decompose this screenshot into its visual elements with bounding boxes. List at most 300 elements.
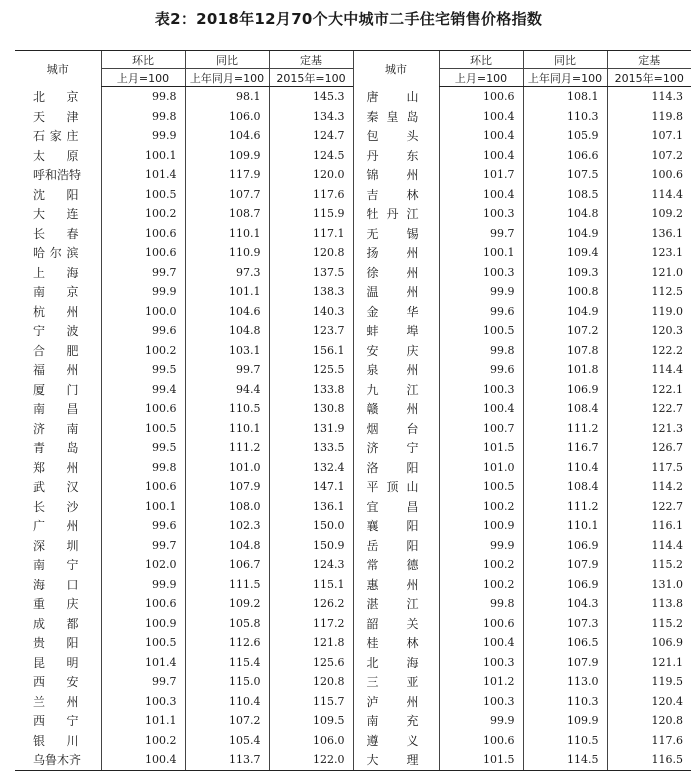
left-base-value: 117.2 <box>269 614 353 634</box>
left-city: 北京 <box>33 90 79 104</box>
table-row <box>15 302 691 322</box>
header-base-base-right: 2015年=100 <box>607 69 691 87</box>
right-mom-value: 100.4 <box>439 126 523 146</box>
left-mom-value: 100.1 <box>101 146 185 166</box>
right-city: 唐山 <box>353 87 439 107</box>
left-yoy-value: 104.6 <box>185 302 269 322</box>
right-yoy-value: 107.8 <box>523 341 607 361</box>
left-city: 南京 <box>33 285 79 300</box>
left-city: 沈阳 <box>33 187 79 202</box>
left-mom-value: 99.4 <box>101 380 185 400</box>
right-city: 泸州 <box>353 692 439 712</box>
right-mom-value: 100.2 <box>439 497 523 517</box>
right-base-value: 117.5 <box>607 458 691 478</box>
left-mom-value: 99.8 <box>101 87 185 107</box>
left-mom-value: 100.5 <box>101 633 185 653</box>
left-base-value: 150.0 <box>269 516 353 536</box>
right-city: 大理 <box>353 750 439 770</box>
right-mom-value: 101.0 <box>439 458 523 478</box>
left-mom-value: 99.7 <box>101 263 185 283</box>
left-mom-value: 100.6 <box>101 243 185 263</box>
right-city: 洛阳 <box>353 458 439 478</box>
left-mom-value: 100.6 <box>101 399 185 419</box>
price-index-table <box>15 50 691 771</box>
left-base-value: 126.2 <box>269 594 353 614</box>
table-row <box>15 497 691 517</box>
left-base-value: 124.5 <box>269 146 353 166</box>
left-city: 太原 <box>33 148 79 163</box>
right-yoy-value: 104.3 <box>523 594 607 614</box>
left-base-value: 120.8 <box>269 243 353 263</box>
left-yoy-value: 98.1 <box>185 87 269 107</box>
right-base-value: 120.4 <box>607 692 691 712</box>
right-mom-value: 100.5 <box>439 477 523 497</box>
right-yoy-value: 107.2 <box>523 321 607 341</box>
table-row <box>15 321 691 341</box>
left-city: 贵阳 <box>33 636 79 651</box>
right-base-value: 119.5 <box>607 672 691 692</box>
left-city: 南宁 <box>33 558 79 573</box>
right-mom-value: 100.3 <box>439 263 523 283</box>
left-base-value: 109.5 <box>269 711 353 731</box>
left-yoy-value: 107.7 <box>185 185 269 205</box>
right-yoy-value: 104.9 <box>523 302 607 322</box>
left-base-value: 120.0 <box>269 165 353 185</box>
left-mom-value: 99.9 <box>101 282 185 302</box>
table-row <box>15 87 691 107</box>
left-yoy-value: 109.9 <box>185 146 269 166</box>
header-yoy-base-left: 上年同月=100 <box>185 69 269 87</box>
left-yoy-value: 104.8 <box>185 321 269 341</box>
right-base-value: 122.1 <box>607 380 691 400</box>
right-yoy-value: 111.2 <box>523 419 607 439</box>
left-yoy-value: 108.7 <box>185 204 269 224</box>
right-mom-value: 99.7 <box>439 224 523 244</box>
left-mom-value: 100.6 <box>101 477 185 497</box>
left-base-value: 106.0 <box>269 731 353 751</box>
right-base-value: 114.4 <box>607 185 691 205</box>
table-row <box>15 146 691 166</box>
header-city-right: 城市 <box>353 51 439 87</box>
table-row <box>15 731 691 751</box>
left-yoy-value: 117.9 <box>185 165 269 185</box>
right-yoy-value: 109.9 <box>523 711 607 731</box>
right-mom-value: 100.4 <box>439 633 523 653</box>
right-city: 扬州 <box>353 243 439 263</box>
right-base-value: 120.3 <box>607 321 691 341</box>
right-base-value: 122.7 <box>607 399 691 419</box>
right-yoy-value: 111.2 <box>523 497 607 517</box>
left-city: 厦门 <box>33 382 79 397</box>
right-base-value: 107.1 <box>607 126 691 146</box>
left-mom-value: 99.7 <box>101 536 185 556</box>
left-mom-value: 99.6 <box>101 321 185 341</box>
right-mom-value: 101.5 <box>439 438 523 458</box>
table-row <box>15 107 691 127</box>
right-yoy-value: 116.7 <box>523 438 607 458</box>
left-yoy-value: 111.2 <box>185 438 269 458</box>
right-city: 锦州 <box>353 165 439 185</box>
right-yoy-value: 110.3 <box>523 107 607 127</box>
left-base-value: 123.7 <box>269 321 353 341</box>
left-yoy-value: 115.0 <box>185 672 269 692</box>
left-mom-value: 100.3 <box>101 692 185 712</box>
right-base-value: 131.0 <box>607 575 691 595</box>
table-row <box>15 419 691 439</box>
left-city: 武汉 <box>33 480 79 495</box>
right-city: 岳阳 <box>353 536 439 556</box>
right-yoy-value: 100.8 <box>523 282 607 302</box>
left-yoy-value: 99.7 <box>185 360 269 380</box>
table-row <box>15 399 691 419</box>
left-base-value: 124.7 <box>269 126 353 146</box>
right-yoy-value: 106.5 <box>523 633 607 653</box>
left-city: 石家庄 <box>33 129 79 144</box>
left-city: 济南 <box>33 421 79 436</box>
right-city: 桂林 <box>353 633 439 653</box>
right-base-value: 123.1 <box>607 243 691 263</box>
right-base-value: 121.0 <box>607 263 691 283</box>
right-city: 赣州 <box>353 399 439 419</box>
left-mom-value: 100.2 <box>101 204 185 224</box>
header-yoy-right: 同比 <box>523 51 607 69</box>
left-yoy-value: 110.4 <box>185 692 269 712</box>
left-mom-value: 100.0 <box>101 302 185 322</box>
right-mom-value: 101.7 <box>439 165 523 185</box>
right-base-value: 122.2 <box>607 341 691 361</box>
right-city: 烟台 <box>353 419 439 439</box>
left-base-value: 134.3 <box>269 107 353 127</box>
right-yoy-value: 113.0 <box>523 672 607 692</box>
left-city: 上海 <box>33 265 79 280</box>
right-mom-value: 100.3 <box>439 204 523 224</box>
right-base-value: 117.6 <box>607 731 691 751</box>
right-yoy-value: 107.3 <box>523 614 607 634</box>
table-title: 表2：2018年12月70个大中城市二手住宅销售价格指数 <box>154 10 543 28</box>
left-city: 呼和浩特 <box>33 168 82 183</box>
right-yoy-value: 107.9 <box>523 653 607 673</box>
right-city: 包头 <box>353 126 439 146</box>
left-mom-value: 101.4 <box>101 653 185 673</box>
right-city: 湛江 <box>353 594 439 614</box>
right-base-value: 106.9 <box>607 633 691 653</box>
right-city: 牡丹江 <box>353 204 439 224</box>
right-yoy-value: 106.9 <box>523 380 607 400</box>
right-city: 南充 <box>353 711 439 731</box>
table-row <box>15 633 691 653</box>
right-city: 平顶山 <box>353 477 439 497</box>
left-city: 长春 <box>33 226 79 241</box>
table-row <box>15 380 691 400</box>
header-mom-base-right: 上月=100 <box>439 69 523 87</box>
left-mom-value: 100.5 <box>101 185 185 205</box>
right-yoy-value: 106.9 <box>523 575 607 595</box>
right-yoy-value: 106.6 <box>523 146 607 166</box>
left-mom-value: 99.7 <box>101 672 185 692</box>
left-city: 天津 <box>33 109 79 124</box>
table-row <box>15 516 691 536</box>
table-body <box>15 87 691 771</box>
right-yoy-value: 114.5 <box>523 750 607 770</box>
table-row <box>15 263 691 283</box>
right-city: 三亚 <box>353 672 439 692</box>
right-yoy-value: 110.4 <box>523 458 607 478</box>
right-yoy-value: 107.9 <box>523 555 607 575</box>
right-base-value: 116.5 <box>607 750 691 770</box>
right-mom-value: 100.2 <box>439 575 523 595</box>
right-base-value: 121.1 <box>607 653 691 673</box>
left-base-value: 136.1 <box>269 497 353 517</box>
header-mom-base-left: 上月=100 <box>101 69 185 87</box>
left-base-value: 122.0 <box>269 750 353 770</box>
right-mom-value: 99.9 <box>439 282 523 302</box>
left-yoy-value: 110.1 <box>185 419 269 439</box>
left-mom-value: 99.9 <box>101 126 185 146</box>
left-base-value: 147.1 <box>269 477 353 497</box>
left-city: 西安 <box>33 675 79 690</box>
right-mom-value: 100.1 <box>439 243 523 263</box>
table-row <box>15 477 691 497</box>
left-base-value: 125.5 <box>269 360 353 380</box>
left-city: 合肥 <box>33 343 79 358</box>
right-base-value: 107.2 <box>607 146 691 166</box>
right-yoy-value: 108.4 <box>523 477 607 497</box>
table-row <box>15 555 691 575</box>
right-mom-value: 101.2 <box>439 672 523 692</box>
left-mom-value: 102.0 <box>101 555 185 575</box>
left-yoy-value: 104.8 <box>185 536 269 556</box>
left-base-value: 133.5 <box>269 438 353 458</box>
table-row <box>15 692 691 712</box>
right-base-value: 119.0 <box>607 302 691 322</box>
table-row <box>15 126 691 146</box>
left-yoy-value: 112.6 <box>185 633 269 653</box>
left-mom-value: 99.5 <box>101 360 185 380</box>
left-mom-value: 99.9 <box>101 575 185 595</box>
right-yoy-value: 110.5 <box>523 731 607 751</box>
left-yoy-value: 111.5 <box>185 575 269 595</box>
right-city: 遵义 <box>353 731 439 751</box>
left-yoy-value: 94.4 <box>185 380 269 400</box>
right-mom-value: 100.3 <box>439 380 523 400</box>
right-base-value: 114.4 <box>607 360 691 380</box>
right-city: 安庆 <box>353 341 439 361</box>
right-city: 北海 <box>353 653 439 673</box>
right-base-value: 121.3 <box>607 419 691 439</box>
left-mom-value: 99.6 <box>101 516 185 536</box>
right-base-value: 116.1 <box>607 516 691 536</box>
right-mom-value: 99.8 <box>439 594 523 614</box>
right-base-value: 126.7 <box>607 438 691 458</box>
right-city: 惠州 <box>353 575 439 595</box>
right-base-value: 115.2 <box>607 614 691 634</box>
right-city: 泉州 <box>353 360 439 380</box>
right-mom-value: 100.5 <box>439 321 523 341</box>
table-row <box>15 243 691 263</box>
left-yoy-value: 107.9 <box>185 477 269 497</box>
right-mom-value: 100.7 <box>439 419 523 439</box>
right-yoy-value: 104.8 <box>523 204 607 224</box>
left-base-value: 145.3 <box>269 87 353 107</box>
table-row <box>15 594 691 614</box>
right-base-value: 109.2 <box>607 204 691 224</box>
right-city: 温州 <box>353 282 439 302</box>
right-city: 徐州 <box>353 263 439 283</box>
right-city: 丹东 <box>353 146 439 166</box>
left-base-value: 132.4 <box>269 458 353 478</box>
left-city: 成都 <box>33 616 79 631</box>
right-mom-value: 99.6 <box>439 302 523 322</box>
right-mom-value: 100.3 <box>439 692 523 712</box>
table-row <box>15 165 691 185</box>
left-base-value: 117.1 <box>269 224 353 244</box>
table-row <box>15 204 691 224</box>
left-city: 大连 <box>33 207 79 222</box>
left-base-value: 125.6 <box>269 653 353 673</box>
left-mom-value: 100.2 <box>101 341 185 361</box>
left-mom-value: 99.8 <box>101 458 185 478</box>
left-yoy-value: 105.8 <box>185 614 269 634</box>
left-city: 福州 <box>33 363 79 378</box>
left-base-value: 131.9 <box>269 419 353 439</box>
table-row <box>15 458 691 478</box>
right-mom-value: 101.5 <box>439 750 523 770</box>
left-mom-value: 101.4 <box>101 165 185 185</box>
right-city: 蚌埠 <box>353 321 439 341</box>
table-row <box>15 653 691 673</box>
left-city: 郑州 <box>33 460 79 475</box>
right-mom-value: 100.2 <box>439 555 523 575</box>
right-mom-value: 100.6 <box>439 614 523 634</box>
left-base-value: 138.3 <box>269 282 353 302</box>
right-mom-value: 100.4 <box>439 185 523 205</box>
header-mom-right: 环比 <box>439 51 523 69</box>
left-yoy-value: 110.1 <box>185 224 269 244</box>
left-city: 西宁 <box>33 714 79 729</box>
right-mom-value: 100.6 <box>439 731 523 751</box>
right-yoy-value: 105.9 <box>523 126 607 146</box>
table-row <box>15 360 691 380</box>
header-mom-left: 环比 <box>101 51 185 69</box>
left-base-value: 115.1 <box>269 575 353 595</box>
right-city: 无锡 <box>353 224 439 244</box>
right-yoy-value: 110.1 <box>523 516 607 536</box>
left-city: 海口 <box>33 577 79 592</box>
left-mom-value: 100.1 <box>101 497 185 517</box>
left-yoy-value: 101.1 <box>185 282 269 302</box>
right-mom-value: 99.6 <box>439 360 523 380</box>
left-base-value: 150.9 <box>269 536 353 556</box>
left-yoy-value: 105.4 <box>185 731 269 751</box>
left-city: 兰州 <box>33 694 79 709</box>
left-city: 南昌 <box>33 402 79 417</box>
right-yoy-value: 101.8 <box>523 360 607 380</box>
right-mom-value: 100.3 <box>439 653 523 673</box>
table-header <box>15 51 691 87</box>
header-base-base-left: 2015年=100 <box>269 69 353 87</box>
left-yoy-value: 104.6 <box>185 126 269 146</box>
left-base-value: 117.6 <box>269 185 353 205</box>
right-yoy-value: 108.4 <box>523 399 607 419</box>
left-city: 长沙 <box>33 499 79 514</box>
right-yoy-value: 107.5 <box>523 165 607 185</box>
left-base-value: 121.8 <box>269 633 353 653</box>
left-mom-value: 100.9 <box>101 614 185 634</box>
left-base-value: 140.3 <box>269 302 353 322</box>
left-yoy-value: 97.3 <box>185 263 269 283</box>
right-yoy-value: 108.5 <box>523 185 607 205</box>
left-mom-value: 100.4 <box>101 750 185 770</box>
left-yoy-value: 102.3 <box>185 516 269 536</box>
right-mom-value: 100.4 <box>439 399 523 419</box>
left-yoy-value: 106.0 <box>185 107 269 127</box>
left-base-value: 115.7 <box>269 692 353 712</box>
left-city: 重庆 <box>33 597 79 612</box>
right-yoy-value: 109.3 <box>523 263 607 283</box>
left-mom-value: 100.6 <box>101 594 185 614</box>
left-yoy-value: 106.7 <box>185 555 269 575</box>
table-row <box>15 575 691 595</box>
left-yoy-value: 108.0 <box>185 497 269 517</box>
right-base-value: 113.8 <box>607 594 691 614</box>
table-row <box>15 185 691 205</box>
left-yoy-value: 103.1 <box>185 341 269 361</box>
right-city: 济宁 <box>353 438 439 458</box>
table-row <box>15 750 691 770</box>
left-yoy-value: 107.2 <box>185 711 269 731</box>
left-mom-value: 100.2 <box>101 731 185 751</box>
right-mom-value: 100.6 <box>439 87 523 107</box>
left-yoy-value: 110.9 <box>185 243 269 263</box>
left-city: 杭州 <box>33 304 79 319</box>
right-base-value: 119.8 <box>607 107 691 127</box>
right-city: 韶关 <box>353 614 439 634</box>
left-city: 宁波 <box>33 324 79 339</box>
table-row <box>15 282 691 302</box>
table-row <box>15 438 691 458</box>
left-yoy-value: 101.0 <box>185 458 269 478</box>
left-base-value: 120.8 <box>269 672 353 692</box>
right-base-value: 114.4 <box>607 536 691 556</box>
right-mom-value: 99.9 <box>439 711 523 731</box>
right-base-value: 120.8 <box>607 711 691 731</box>
table-row <box>15 536 691 556</box>
right-city: 宜昌 <box>353 497 439 517</box>
right-base-value: 114.3 <box>607 87 691 107</box>
right-city: 吉林 <box>353 185 439 205</box>
header-yoy-base-right: 上年同月=100 <box>523 69 607 87</box>
table-row <box>15 341 691 361</box>
left-base-value: 156.1 <box>269 341 353 361</box>
left-mom-value: 99.8 <box>101 107 185 127</box>
left-city: 银川 <box>33 733 79 748</box>
right-yoy-value: 109.4 <box>523 243 607 263</box>
left-yoy-value: 110.5 <box>185 399 269 419</box>
left-base-value: 124.3 <box>269 555 353 575</box>
left-base-value: 133.8 <box>269 380 353 400</box>
header-base-left: 定基 <box>269 51 353 69</box>
right-city: 金华 <box>353 302 439 322</box>
right-base-value: 115.2 <box>607 555 691 575</box>
left-yoy-value: 109.2 <box>185 594 269 614</box>
right-mom-value: 100.4 <box>439 107 523 127</box>
right-base-value: 122.7 <box>607 497 691 517</box>
left-base-value: 130.8 <box>269 399 353 419</box>
left-city: 昆明 <box>33 655 79 670</box>
right-mom-value: 99.8 <box>439 341 523 361</box>
right-mom-value: 100.4 <box>439 146 523 166</box>
right-base-value: 100.6 <box>607 165 691 185</box>
